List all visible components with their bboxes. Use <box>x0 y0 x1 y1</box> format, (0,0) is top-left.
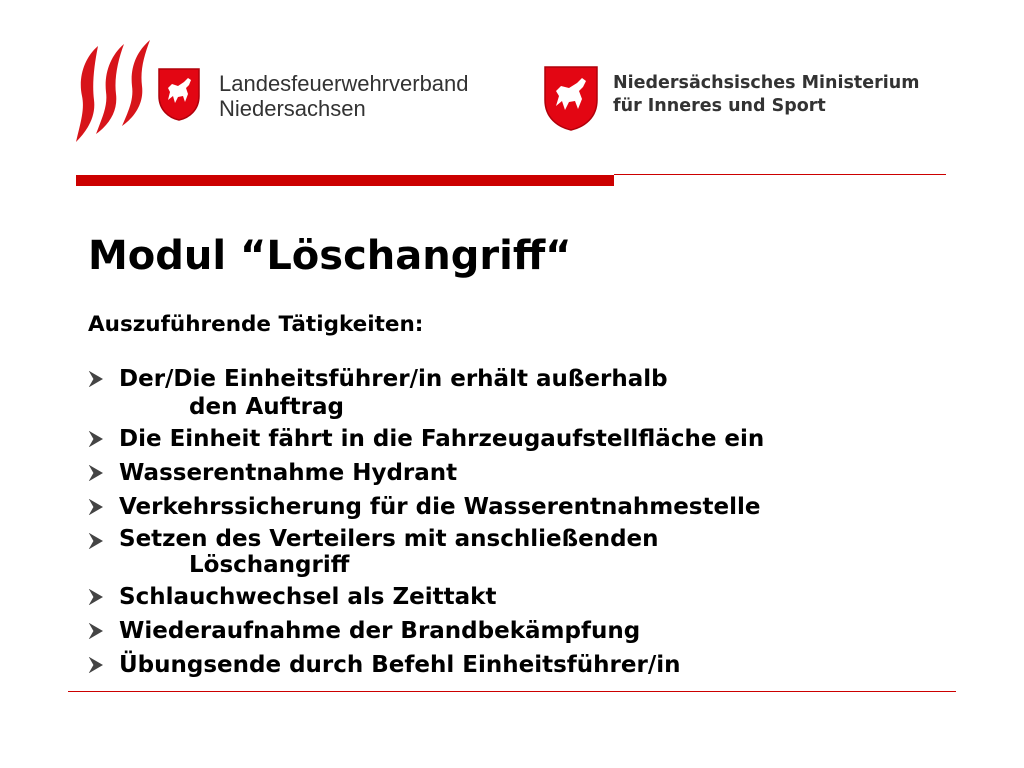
ministry-logo <box>542 64 962 134</box>
lower-saxony-horse-shield-icon <box>156 66 202 122</box>
arrow-bullet-icon <box>88 589 104 605</box>
arrow-bullet-icon <box>88 499 104 515</box>
lower-saxony-horse-shield-icon <box>542 64 600 132</box>
lfv-org-name-line2: Niedersachsen <box>219 96 366 121</box>
lfv-org-name <box>219 71 469 121</box>
list-item <box>88 364 968 420</box>
lfv-org-name-line1: Landesfeuerwehrverband <box>219 71 469 96</box>
arrow-bullet-icon <box>88 657 104 673</box>
list-item-text: Der/Die Einheitsführer/in erhält außerhalb <box>119 366 668 392</box>
arrow-bullet-icon <box>88 465 104 481</box>
slide-title: Modul “Löschangriff“ <box>88 233 572 279</box>
list-item <box>88 650 968 680</box>
list-item-text: Verkehrssicherung für die Wasserentnahmestelle <box>119 494 761 520</box>
arrow-bullet-icon <box>88 431 104 447</box>
list-item-text: Übungsende durch Befehl Einheitsführer/in <box>119 652 681 678</box>
list-item <box>88 616 968 646</box>
slide-subtitle: Auszuführende Tätigkeiten: <box>88 312 424 337</box>
list-item <box>88 582 968 612</box>
header-divider-thick <box>76 175 614 186</box>
list-item-text: Wiederaufnahme der Brandbekämpfung <box>119 618 641 644</box>
ministry-org-name-line2: für Inneres und Sport <box>613 96 826 116</box>
list-item-text: Die Einheit fährt in die Fahrzeugaufstellfläche ein <box>119 426 765 452</box>
list-item <box>88 526 968 578</box>
task-list <box>88 364 968 684</box>
list-item-text: Wasserentnahme Hydrant <box>119 460 458 486</box>
list-item-continuation: den Auftrag <box>189 394 344 420</box>
list-item-text: Setzen des Verteilers mit anschließenden <box>119 526 659 552</box>
lfv-logo <box>76 38 496 148</box>
footer-divider <box>68 691 956 692</box>
list-item <box>88 424 968 454</box>
arrow-bullet-icon <box>88 533 104 549</box>
header-divider-thin <box>614 174 946 175</box>
list-item-continuation: Löschangriff <box>189 552 350 578</box>
list-item-text: Schlauchwechsel als Zeittakt <box>119 584 497 610</box>
arrow-bullet-icon <box>88 623 104 639</box>
ministry-org-name <box>613 72 919 118</box>
fire-flames-icon <box>76 38 158 148</box>
ministry-org-name-line1: Niedersächsisches Ministerium <box>613 73 920 93</box>
list-item <box>88 458 968 488</box>
list-item <box>88 492 968 522</box>
arrow-bullet-icon <box>88 371 104 387</box>
